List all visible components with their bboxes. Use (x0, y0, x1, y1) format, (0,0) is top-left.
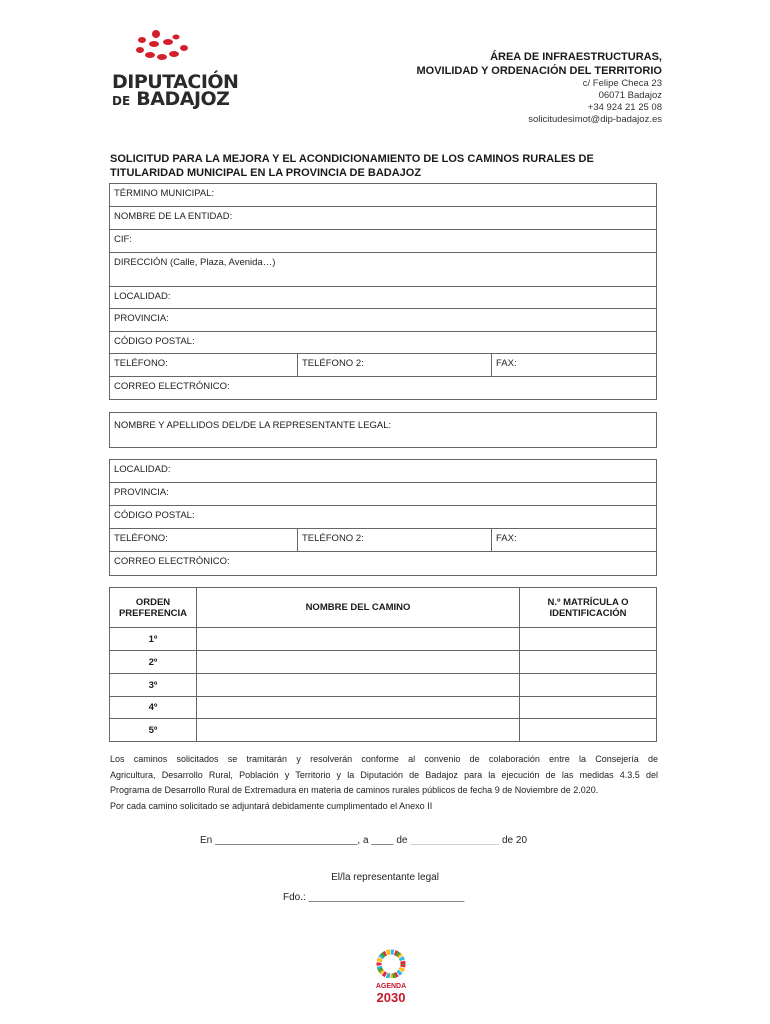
fax-label: FAX: (496, 358, 517, 369)
rep-field-provincia[interactable] (110, 483, 656, 506)
dept-line1: ÁREA DE INFRAESTRUCTURAS, (490, 51, 662, 63)
rep-localidad-label: LOCALIDAD: (114, 464, 171, 475)
title-line2: TITULARIDAD MUNICIPAL EN LA PROVINCIA DE BADAJOZ (110, 167, 422, 179)
rep-provincia-label: PROVINCIA: (114, 487, 169, 498)
para-line1: Los caminos solicitados se tramitarán y resolverán conforme al convenio de colaboración entre la Consejería de (110, 754, 658, 764)
rep-telefono2-field[interactable] (297, 529, 491, 551)
representative-section[interactable] (109, 412, 657, 448)
cp-label: CÓDIGO POSTAL: (114, 336, 195, 347)
entity-section (109, 183, 657, 400)
field-correo[interactable] (110, 377, 656, 399)
table-row (110, 674, 657, 697)
table-row (110, 697, 657, 719)
agenda-2030-logo (366, 948, 416, 1004)
road-id-cell[interactable] (520, 697, 657, 719)
nombre-entidad-label: NOMBRE DE LA ENTIDAD: (114, 211, 233, 222)
telefono-label: TELÉFONO: (114, 358, 168, 369)
agenda-label: AGENDA (375, 983, 407, 990)
para-line4: Por cada camino solicitado se adjuntará debidamente cumplimentado el Anexo II (110, 800, 433, 811)
direccion-label: DIRECCIÓN (Calle, Plaza, Avenida…) (114, 257, 276, 268)
road-id-cell[interactable] (520, 628, 657, 651)
field-codigo-postal[interactable] (110, 332, 656, 354)
road-id-cell[interactable] (520, 719, 657, 742)
road-name-cell[interactable] (197, 674, 520, 697)
row-order: 3º (110, 674, 197, 697)
rep-cp-label: CÓDIGO POSTAL: (114, 510, 195, 521)
road-id-cell[interactable] (520, 674, 657, 697)
field-localidad[interactable] (110, 287, 656, 309)
date-de: de (396, 835, 408, 846)
agenda-year: 2030 (376, 990, 406, 1005)
date-line (200, 835, 527, 846)
sdg-wheel-icon (366, 948, 416, 978)
representante-label: NOMBRE Y APELLIDOS DEL/DE LA REPRESENTANTE LEGAL: (114, 420, 392, 431)
table-row (110, 719, 657, 742)
row-order: 5º (110, 719, 197, 742)
month-blank[interactable]: ____________________ (410, 836, 500, 845)
field-nombre-entidad[interactable] (110, 207, 656, 230)
date-a: , a (357, 835, 369, 846)
title-line1: SOLICITUD PARA LA MEJORA Y EL ACONDICIONAMIENTO DE LOS CAMINOS RURALES DE (110, 153, 594, 165)
dept-address: c/ Felipe Checa 23 (582, 78, 662, 89)
day-blank[interactable]: _____ (371, 836, 394, 845)
signature-label: El/la representante legal (331, 872, 439, 883)
rep-telefono2-label: TELÉFONO 2: (302, 533, 364, 544)
fdo-label: Fdo.: (283, 892, 306, 903)
road-id-cell[interactable] (520, 651, 657, 674)
signature-blank[interactable]: ___________________________________ (308, 893, 465, 902)
correo-label: CORREO ELECTRÓNICO: (114, 381, 230, 392)
road-name-cell[interactable] (197, 628, 520, 651)
date-en: En (200, 835, 213, 846)
col-orden-header: ORDEN PREFERENCIA (110, 588, 197, 628)
rep-correo-label: CORREO ELECTRÓNICO: (114, 556, 230, 567)
provincia-label: PROVINCIA: (114, 313, 169, 324)
row-order: 1º (110, 628, 197, 651)
roads-header-row (110, 588, 657, 628)
road-name-cell[interactable] (197, 697, 520, 719)
telefono2-field[interactable] (297, 354, 491, 376)
row-order: 2º (110, 651, 197, 674)
field-termino[interactable] (110, 184, 656, 207)
signature-line (283, 892, 464, 903)
rep-fax-label: FAX: (496, 533, 517, 544)
form-title (110, 152, 670, 180)
table-row (110, 628, 657, 651)
termino-label: TÉRMINO MUNICIPAL: (114, 188, 215, 199)
rep-field-codigo-postal[interactable] (110, 506, 656, 529)
logo-line1: DIPUTACIÓN (112, 71, 239, 93)
dept-line2: MOVILIDAD Y ORDENACIÓN DEL TERRITORIO (416, 65, 662, 77)
para-line2: Agricultura, Desarrollo Rural, Población y Territorio y la Diputación de Badajoz para la ejecución de las medidas 4.3.5 del (110, 769, 658, 780)
dept-postal: 06071 Badajoz (598, 90, 662, 101)
field-telefonos (110, 354, 656, 377)
field-provincia[interactable] (110, 309, 656, 332)
row-order: 4º (110, 697, 197, 719)
cif-label: CIF: (114, 234, 132, 245)
rep-field-telefonos (110, 529, 656, 552)
logo-wordmark (112, 71, 239, 110)
rep-contact-section (109, 459, 657, 576)
field-cif[interactable] (110, 230, 656, 253)
para-line3: Programa de Desarrollo Rural de Extremadura en materia de caminos rurales públicos de fecha 9 de Noviembre de 2.020. (110, 785, 599, 795)
road-name-cell[interactable] (197, 651, 520, 674)
logo-line2: BADAJOZ (136, 88, 230, 110)
localidad-label: LOCALIDAD: (114, 291, 171, 302)
dept-email: solicitudesimot@dip-badajoz.es (528, 114, 662, 125)
telefono2-label: TELÉFONO 2: (302, 358, 364, 369)
rep-telefono-field[interactable] (110, 529, 297, 551)
roads-table (109, 587, 657, 742)
place-blank[interactable]: ________________________________ (215, 836, 358, 845)
fax-field[interactable] (491, 354, 656, 376)
telefono-field[interactable] (110, 354, 297, 376)
dept-phone: +34 924 21 25 08 (587, 102, 662, 113)
rep-field-correo[interactable] (110, 552, 656, 575)
date-year: de 20 (502, 835, 528, 846)
field-direccion[interactable] (110, 253, 656, 287)
col-nombre-header: NOMBRE DEL CAMINO (197, 588, 520, 628)
col-matricula-header: N.º MATRÍCULA O IDENTIFICACIÓN (520, 588, 657, 628)
department-header (417, 50, 663, 126)
legal-paragraph (110, 752, 658, 814)
rep-field-localidad[interactable] (110, 460, 656, 483)
table-row (110, 651, 657, 674)
rep-fax-field[interactable] (491, 529, 656, 551)
rep-telefono-label: TELÉFONO: (114, 533, 168, 544)
road-name-cell[interactable] (197, 719, 520, 742)
logo-line2-prefix: DE (112, 94, 131, 108)
